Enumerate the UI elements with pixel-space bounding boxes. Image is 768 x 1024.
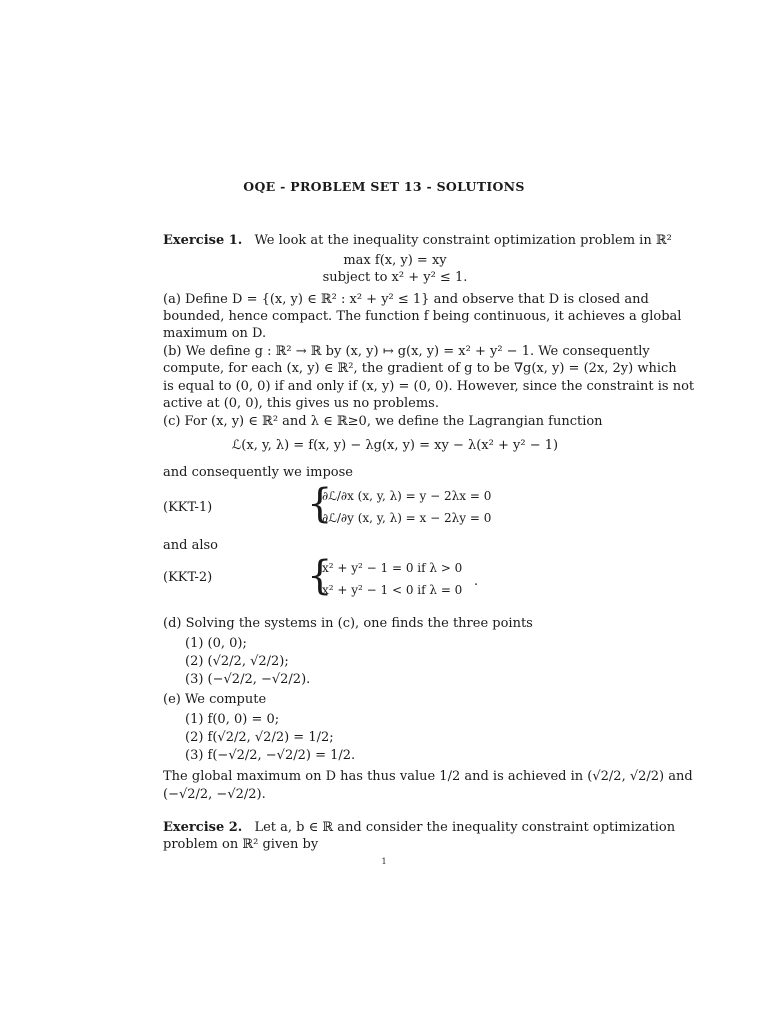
kkt2-eq-1: x² + y² − 1 = 0 if λ > 0 [322, 561, 463, 575]
conclusion-line-1: The global maximum on D has thus value 1/2 and is achieved in (√2/2, √2/2) and [163, 769, 693, 784]
page-title: OQE - PROBLEM SET 13 - SOLUTIONS [243, 179, 525, 194]
ex1-a-line-2: bounded, hence compact. The function f being continuous, it achieves a global [163, 309, 682, 324]
ex1-intro-line [163, 232, 672, 249]
ex1-b-line-4: active at (0, 0), this gives us no problems. [163, 396, 439, 411]
e-item-3: (3) f(−√2/2, −√2/2) = 1/2. [185, 748, 356, 763]
ex1-heading: Exercise 1. [163, 233, 243, 248]
ex1-subject-line: subject to x² + y² ≤ 1. [322, 270, 468, 285]
kkt1-brace: { [307, 481, 333, 527]
e-item-1: (1) f(0, 0) = 0; [185, 712, 280, 727]
ex2-line-1 [163, 819, 676, 836]
e-item-2: (2) f(√2/2, √2/2) = 1/2; [185, 730, 334, 745]
d-item-2: (2) (√2/2, √2/2); [185, 654, 289, 669]
impose-line: and consequently we impose [163, 465, 353, 480]
d-item-1: (1) (0, 0); [185, 636, 247, 651]
lagrangian-equation: ℒ(x, y, λ) = f(x, y) − λg(x, y) = xy − λ(x² + y² − 1) [231, 438, 559, 453]
ex2-line-2: problem on ℝ² given by [163, 837, 319, 852]
kkt1-label: (KKT-1) [163, 500, 213, 515]
kkt1-eq-2: ∂ℒ/∂y (x, y, λ) = x − 2λy = 0 [322, 511, 492, 525]
ex1-e-line: (e) We compute [163, 692, 267, 707]
ex1-max-line: max f(x, y) = xy [343, 253, 447, 268]
ex1-c-line: (c) For (x, y) ∈ ℝ² and λ ∈ ℝ≥0, we define the Lagrangian function [163, 414, 603, 429]
also-line: and also [163, 538, 218, 553]
ex2-heading: Exercise 2. [163, 820, 243, 835]
kkt2-label: (KKT-2) [163, 570, 213, 585]
kkt2-eq-2: x² + y² − 1 < 0 if λ = 0 [322, 583, 463, 597]
kkt2-brace: { [307, 553, 333, 599]
kkt2-period: . [474, 574, 479, 589]
ex2-intro: Let a, b ∈ ℝ and consider the inequality constraint optimization [254, 820, 676, 835]
ex1-a-line-1: (a) Define D = {(x, y) ∈ ℝ² : x² + y² ≤ 1} and observe that D is closed and [163, 292, 649, 307]
ex1-d-line: (d) Solving the systems in (c), one finds the three points [163, 616, 533, 631]
ex1-b-line-3: is equal to (0, 0) if and only if (x, y) = (0, 0). However, since the constraint is not [163, 379, 695, 394]
ex1-intro: We look at the inequality constraint optimization problem in ℝ² [254, 233, 672, 248]
ex1-a-line-3: maximum on D. [163, 326, 267, 341]
kkt1-eq-1: ∂ℒ/∂x (x, y, λ) = y − 2λx = 0 [322, 489, 492, 503]
ex1-b-line-1: (b) We define g : ℝ² → ℝ by (x, y) ↦ g(x, y) = x² + y² − 1. We consequently [163, 344, 650, 359]
conclusion-line-2: (−√2/2, −√2/2). [163, 787, 266, 802]
ex1-b-line-2: compute, for each (x, y) ∈ ℝ², the gradient of g to be ∇g(x, y) = (2x, 2y) which [163, 361, 677, 376]
d-item-3: (3) (−√2/2, −√2/2). [185, 672, 311, 687]
page-number: 1 [381, 857, 387, 866]
